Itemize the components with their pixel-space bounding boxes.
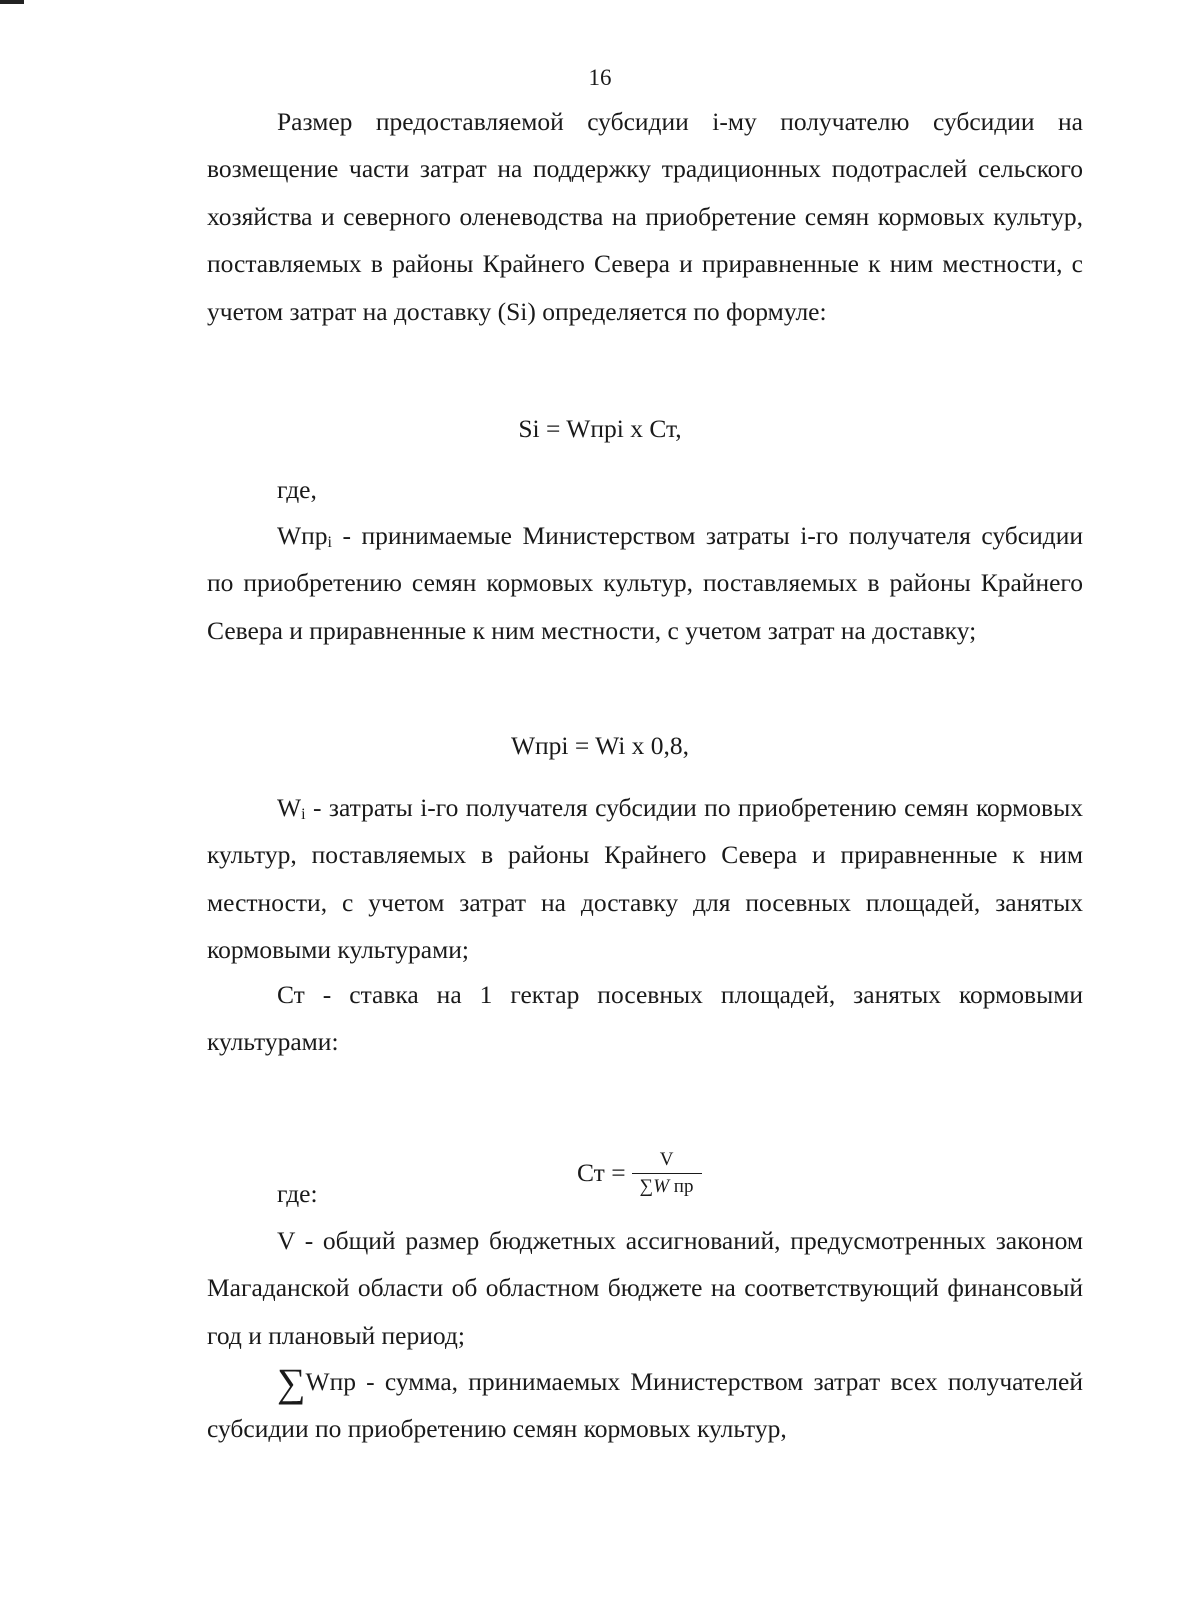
paragraph-where-2: где: [277, 1179, 318, 1208]
wi-definition-text: - затраты i-го получателя субсидии по приобретению семян кормовых культур, поставляемых в районы Крайнего Севера и приравненные к ним местности, с учетом затрат на доставку для посевных площадей, занятых кормовыми культурами; [207, 793, 1083, 965]
paragraph-sum-wpr-definition [207, 1358, 1083, 1453]
scan-artifact [0, 0, 24, 4]
fraction-numerator: V [659, 1148, 674, 1170]
symbol-wpr: Wпр [277, 521, 328, 550]
formula-wpri: Wпрi = Wi х 0,8, [510, 731, 690, 760]
wpri-definition-text: - принимаемые Министерством затраты i-го получателя субсидии по приобретению семян кормовых культур, поставляемых в районы Крайнего Севера и приравненные к ним местности, с учетом затрат на доставку; [207, 521, 1083, 645]
paragraph-where-1: где, [277, 475, 317, 504]
paragraph-v-definition: V - общий размер бюджетных ассигнований, предусмотренных законом Магаданской области об областном бюджете на соответствующий финансовый год и плановый период; [207, 1226, 1083, 1350]
paragraph-subsidy-size: Размер предоставляемой субсидии i-му получателю субсидии на возмещение части затрат на поддержку традиционных подотраслей сельского хозяйства и северного оленеводства на приобретение семян кормовых культур, поставляемых в районы Крайнего Севера и приравненные к ним местности, с учетом затрат на доставку (Si) определяется по формуле: [207, 107, 1083, 326]
symbol-w-subscript: i [301, 806, 306, 823]
formula-si: Si = Wпрi х Ст, [518, 414, 682, 443]
paragraph-wpri-definition [207, 512, 1083, 654]
symbol-wpr-subscript: i [327, 534, 332, 551]
sum-wpr-definition-text: - сумма, принимаемых Министерством затрат всех получателей субсидии по приобретению семян кормовых культур, [207, 1367, 1083, 1444]
denominator-w: W [653, 1175, 670, 1197]
sum-sign-large: ∑ [277, 1360, 306, 1405]
denominator-subscript: пр [669, 1175, 694, 1197]
symbol-sum-wpr: Wпр [305, 1367, 356, 1396]
formula-st-lhs: Ст = [577, 1158, 626, 1187]
sum-sign: ∑ [639, 1175, 654, 1197]
page-number: 16 [588, 65, 612, 90]
paragraph-st-definition: Ст - ставка на 1 гектар посевных площадей, занятых кормовыми культурами: [207, 980, 1083, 1057]
paragraph-wi-definition [207, 784, 1083, 974]
symbol-w: W [277, 793, 302, 822]
